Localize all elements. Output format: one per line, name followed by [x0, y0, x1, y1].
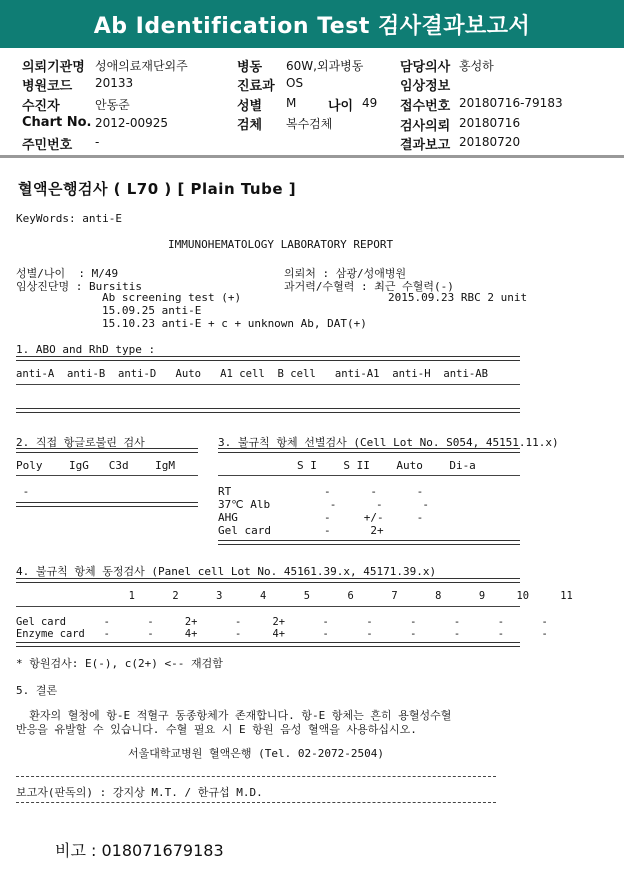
receipt-value: 20180716-79183 [459, 96, 563, 110]
s4-rule-bottom [16, 642, 520, 647]
id-value: - [95, 135, 100, 149]
s3-rule-mid [218, 475, 520, 476]
ward-label: 병동 [237, 60, 263, 75]
s4-rule-top [16, 578, 520, 583]
s2-rule-top [16, 448, 198, 453]
patient-label: 수진자 [22, 99, 60, 114]
chart-label: Chart No. [22, 115, 92, 130]
s4-row-enzyme: Enzyme card - - 4+ - 4+ - - - - - - [16, 628, 548, 640]
s2-value: - [16, 485, 30, 498]
s2-rule-mid [16, 475, 198, 476]
sex-label: 성별 [237, 99, 263, 114]
s3-row-gel: Gel card - 2+ [218, 524, 384, 537]
dept-value: OS [286, 76, 304, 90]
s1-header: anti-A anti-B anti-D Auto A1 cell B cell anti-A1 anti-H anti-AB [16, 368, 488, 380]
section-title: 혈액은행검사 ( L70 ) [ Plain Tube ] [18, 180, 297, 198]
age-value: 49 [362, 96, 378, 110]
s1-rule-mid [16, 384, 520, 385]
s1-rule-bottom [16, 408, 520, 413]
s2-rule-bottom [16, 502, 198, 507]
req-value: 20180716 [459, 116, 521, 130]
remark: 비고 : 018071679183 [55, 841, 224, 860]
reporter-rule-top [16, 776, 496, 777]
bloodbank-contact: 서울대학교병원 혈액은행 (Tel. 02-2072-2504) [128, 747, 384, 760]
keywords: KeyWords: anti-E [16, 212, 122, 225]
s3-row-ahg: AHG - +/- - [218, 511, 424, 524]
antigen-note: * 항원검사: E(-), c(2+) <-- 재검함 [16, 657, 223, 670]
s1-title: 1. ABO and RhD type : [16, 343, 156, 356]
clinical-label: 임상정보 [400, 79, 451, 94]
reporter-line: 보고자(판독의) : 강지상 M.T. / 한규섭 M.D. [16, 786, 263, 799]
reporter-rule-bottom [16, 802, 496, 803]
diagnosis-line: 임상진단명 : Bursitis [16, 280, 142, 293]
referral-line: 의뢰처 : 삼광/성애병원 [284, 267, 407, 280]
s4-title: 4. 불규칙 항체 동정검사 (Panel cell Lot No. 45161.39.x, 45171.39.x) [16, 565, 437, 578]
id-label: 주민번호 [22, 138, 73, 153]
report-label: 결과보고 [400, 138, 451, 153]
hospital-value: 성애의료재단외주 [95, 59, 188, 73]
hospcode-label: 병원코드 [22, 79, 73, 94]
s2-header: Poly IgG C3d IgM [16, 459, 175, 472]
report-header [0, 52, 624, 154]
hospital-label: 의뢰기관명 [22, 60, 85, 75]
specimen-value: 복수검체 [286, 117, 333, 131]
report-value: 20180720 [459, 135, 521, 149]
s3-rule-top [218, 448, 520, 453]
s3-row-rt: RT - - - [218, 485, 424, 498]
s2-title: 2. 직접 항글로불린 검사 [16, 436, 145, 449]
s3-row-alb: 37℃ Alb - - - [218, 498, 430, 511]
header-separator [0, 155, 624, 158]
s4-row-gel: Gel card - - 2+ - 2+ - - - - - - [16, 616, 548, 628]
history-line: 과거력/수혈력 : 최근 수혈력(-) [284, 280, 454, 293]
doctor-value: 홍성하 [459, 59, 494, 73]
s4-header: 1 2 3 4 5 6 7 8 9 10 11 [16, 590, 573, 602]
s4-rule-mid [16, 606, 520, 607]
report-banner-title: Ab Identification Test 검사결과보고서 [0, 0, 624, 48]
req-label: 검사의뢰 [400, 119, 451, 134]
s3-rule-bottom [218, 540, 520, 545]
dept-label: 진료과 [237, 79, 275, 94]
lab-title: IMMUNOHEMATOLOGY LABORATORY REPORT [168, 238, 394, 251]
doctor-label: 담당의사 [400, 60, 451, 75]
transfusion-line: 2015.09.23 RBC 2 unit [388, 291, 528, 304]
age-label: 나이 [328, 99, 354, 114]
history-entry-2: 15.10.23 anti-E + c + unknown Ab, DAT(+) [102, 317, 367, 330]
conclusion-line-1: 환자의 혈청에 항-E 적혈구 동종항체가 존재합니다. 항-E 항체는 흔히 용혈성수혈 [16, 709, 452, 722]
hospcode-value: 20133 [95, 76, 134, 90]
history-entry-1: 15.09.25 anti-E [102, 304, 202, 317]
conclusion-line-2: 반응을 유발할 수 있습니다. 수혈 필요 시 E 항원 음성 혈액을 사용하십시오. [16, 723, 417, 736]
specimen-label: 검체 [237, 118, 263, 133]
s1-rule-top [16, 356, 520, 361]
s5-title: 5. 결론 [16, 684, 58, 697]
chart-value: 2012-00925 [95, 116, 169, 130]
ab-screen-line: Ab screening test (+) [102, 291, 242, 304]
s3-header: S I S II Auto Di-a [297, 459, 476, 472]
ward-value: 60W,외과병동 [286, 59, 364, 73]
sex-age-line: 성별/나이 : M/49 [16, 267, 119, 280]
sex-value: M [286, 96, 297, 110]
patient-value: 안동준 [95, 98, 130, 112]
s3-title: 3. 불규칙 항체 선별검사 (Cell Lot No. S054, 45151.11.x) [218, 436, 559, 449]
receipt-label: 접수번호 [400, 99, 451, 114]
